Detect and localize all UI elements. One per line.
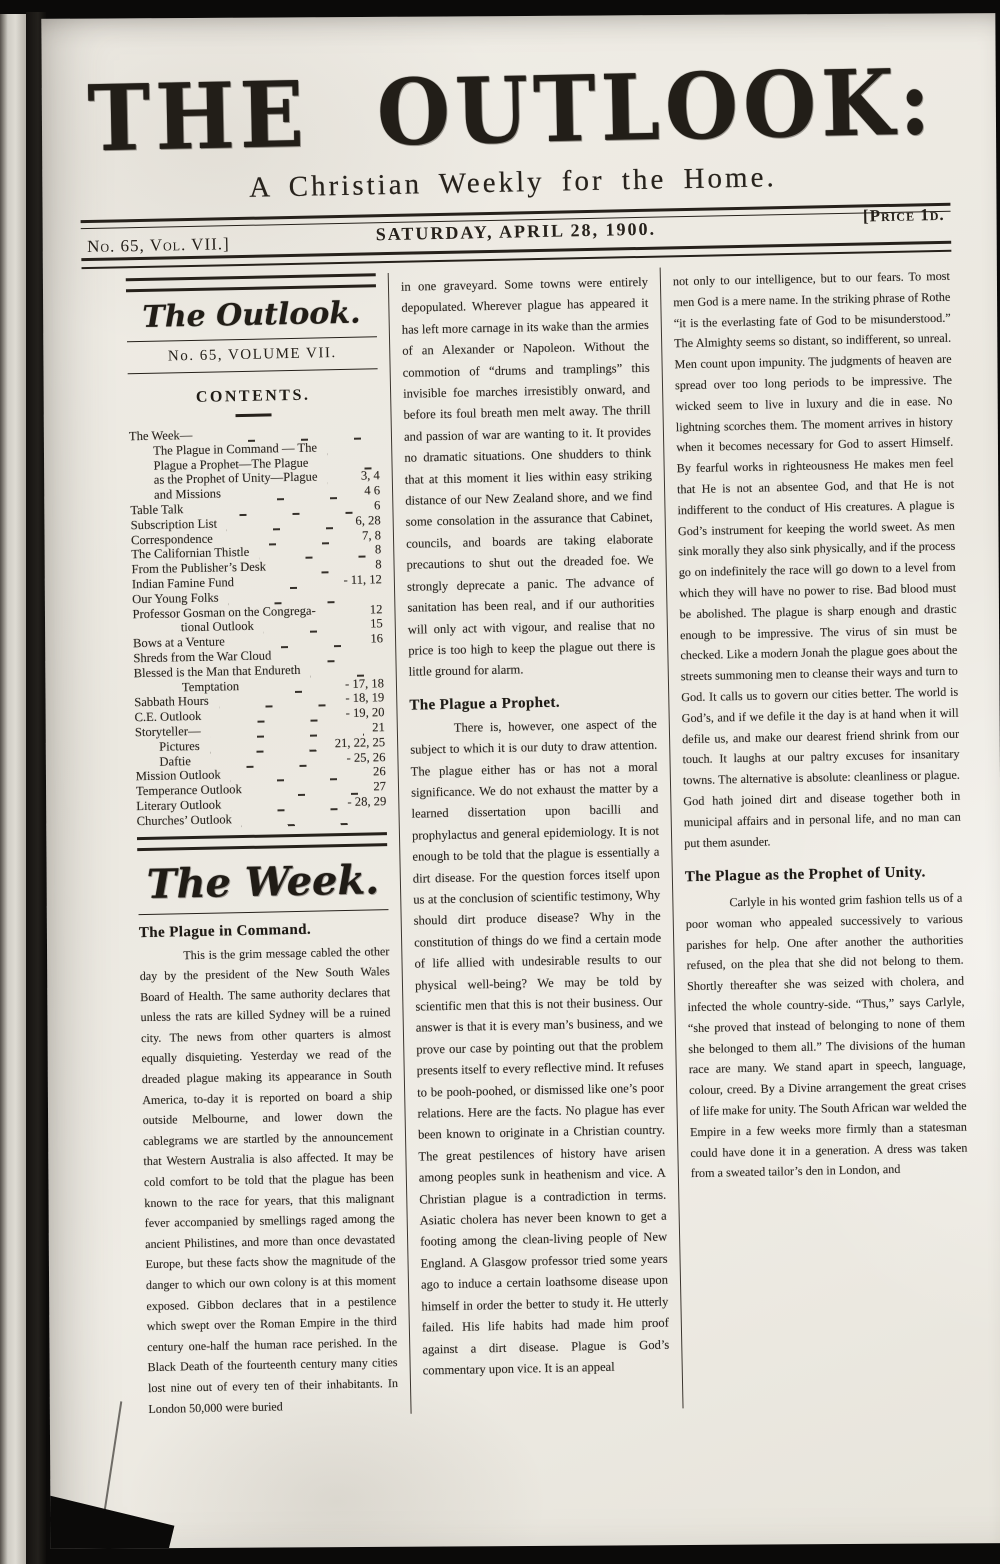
article-heading-plague-prophet-of-unity: The Plague as the Prophet of Unity. xyxy=(684,864,926,886)
toc-entry-pages: 21, 22, 25 xyxy=(334,734,386,750)
toc-entry-label: Subscription List xyxy=(130,516,218,533)
toc-leader xyxy=(266,569,375,571)
contents-box-issue: No. 65, VOLUME VII. xyxy=(167,345,337,365)
toc-leader xyxy=(242,791,374,794)
toc-entry-label: as the Prophet of Unity—Plague xyxy=(153,469,318,488)
toc-leader xyxy=(225,643,371,646)
page-content xyxy=(41,13,1000,1421)
toc-entry-label: Storyteller— xyxy=(134,723,201,740)
toc-entry-label: Plague a Prophet—The Plague xyxy=(153,455,309,473)
toc-entry-label: Correspondence xyxy=(130,531,213,547)
section-heading-the-week: The Week. xyxy=(146,855,380,908)
toc-leader xyxy=(234,584,343,586)
toc-leader xyxy=(192,435,379,439)
toc-entry-pages: 6 xyxy=(373,498,381,513)
column-left xyxy=(126,273,411,1419)
toc-leader xyxy=(209,702,346,705)
heading-dash xyxy=(235,413,271,417)
toc-entry-label: The Plague in Command — The xyxy=(153,440,318,458)
toc-entry-label: Our Young Folks xyxy=(132,590,219,606)
toc-entry-label: and Missions xyxy=(153,486,222,502)
toc-leader xyxy=(239,688,345,690)
toc-entry-pages: 15 xyxy=(369,616,383,631)
toc-entry-label: Mission Outlook xyxy=(135,767,221,784)
toc-entry-label: Indian Famine Fund xyxy=(131,575,235,592)
toc-entry-label: Churches’ Outlook xyxy=(136,811,233,828)
toc-entry-pages: 8 xyxy=(375,557,382,572)
toc-entry-pages: 7, 8 xyxy=(361,527,382,543)
toc-entry-label: Professor Gosman on the Congrega- xyxy=(132,603,316,621)
toc-entry-label: Temptation xyxy=(181,678,240,694)
toc-leader xyxy=(317,450,379,451)
table-of-contents xyxy=(129,424,387,828)
article-heading-plague-a-prophet: The Plague a Prophet. xyxy=(409,694,561,714)
toc-leader xyxy=(201,717,345,720)
toc-leader xyxy=(249,554,375,557)
newspaper-page xyxy=(41,13,1000,1549)
toc-entry-pages: 21 xyxy=(372,720,385,735)
rule xyxy=(139,909,389,915)
article-columns xyxy=(126,262,973,1419)
toc-leader xyxy=(318,480,361,481)
article-text-continuation: not only to our intelligence, but to our fears. To most men God is a mere name. In the striking phrase of Rothe “it is the everlasting fate of God to be misunderstood.” The Almighty seems so distant, so indifferent, so unreal. Men count upon impunity. The judgments of heaven are spread over too long periods to be impressive. The wicked seem to live in luxury and die in ease. No lightning scorches them. The moment arrives in history when it becomes necessary for God to assert Himself. By fearful works in righteousness He makes men feel that He is not an absentee God, and that He is not indifferent to the conduct of His creatures. A plague is God’s instrument for keeping the world sweet. As men sink morally they also sink physically, and if the process go on indefinitely the race will go down to a level from which they will have no power to rise. Bad blood must be abolished. The plague is sharp enough and drastic enough to be impressive. The virus of sin must be checked. Like a modern Jonah the plague goes about the streets summoning men to cleanse their ways and turn to God. It calls us to govern our cities better. The world is God’s, and if we defile it the day is at hand when it will defile us, and make our dearest friend shrink from our touch. It laughs at our paltry excuses for insanitary towns. The alternative is absolute: cleanliness or plague. God hath joined dirt and disease together both in municipal affairs and in personal life, and no man can put them asunder. xyxy=(672,268,961,850)
toc-entry-label: C.E. Outlook xyxy=(134,709,202,725)
rule xyxy=(126,273,376,292)
toc-entry-pages: 3, 4 xyxy=(360,468,380,484)
toc-entry-label: Bows at a Venture xyxy=(132,634,225,651)
toc-leader xyxy=(191,761,347,764)
toc-leader xyxy=(316,613,370,614)
toc-entry-pages: - 19, 20 xyxy=(345,705,385,721)
price-label: [Price 1d. xyxy=(862,204,945,226)
toc-leader xyxy=(221,806,347,809)
rule xyxy=(127,336,377,342)
toc-entry-label: From the Publisher’s Desk xyxy=(131,559,267,577)
toc-entry-pages: 27 xyxy=(373,779,387,794)
article-text-continuation: in one graveyard. Some towns were entirely depopulated. Wherever plague has appeared it has left more carnage in its wake than the armies of an Alexander or Napoleon. Without the commotion of “drums and tramplings” this invisible foe marches irresistibly onward, and before its foul breath men melt away. The thrill and passion of war are wanting to it. It provides no dramatic situations. One shudders to think that at this moment it lies within easy striking distance of our New Zealand shore, and we find some consolation in the assurance that Cabinet, councils, and boards are taking elaborate precautions to shut out the dreaded foe. We strongly deprecate a panic. The advance of sanitation has been real, and if our authorities will only act with vigour, and realise that no price is too high to keep the plague out there is little ground for alarm. xyxy=(400,274,656,680)
toc-entry-pages: - 18, 19 xyxy=(345,690,385,706)
contents-heading: CONTENTS. xyxy=(195,386,311,406)
toc-entry-label: tional Outlook xyxy=(180,619,255,635)
toc-entry-pages: - 28, 29 xyxy=(347,794,387,809)
date-bar xyxy=(81,203,952,269)
masthead xyxy=(41,13,990,209)
rule xyxy=(137,832,387,851)
article-text: This is the grim message cabled the other day by the president of the New South Wales Board of Health. The same authority declares that unless the rats are killed Sydney will be a ruined city. The news from other quarters is almost equally disquieting. Yesterday we read of the dreaded plague making its appearance in South America, to-day it is reported on board a ship outside Melbourne, and lower down the cablegrams we are startled by the announcement that Western Australia is also affected. It may be cold comfort to be told that the plague has been known to the race for years, that this malignant fever accompanied by smellings raged among the ancient Philistines, and more than once devastated Europe, but these facts show the magnitude of the danger to which our own colony is at this moment exposed. Gibbon declares that in a pestilence which swept over the Roman Empire in the third century one-half the human race perished. In the Black Death of the fourteenth century many cities lost nine out of every ten of their inhabitants. In London 50,000 were buried xyxy=(139,943,399,1416)
toc-entry-label: The Week— xyxy=(128,427,193,444)
toc-entry-pages: - 25, 26 xyxy=(346,749,386,765)
toc-leader xyxy=(232,820,387,823)
toc-entry-label: The Californian Thistle xyxy=(131,545,250,562)
toc-entry-label: Temperance Outlook xyxy=(135,782,242,799)
toc-entry-label: Blessed is the Man that Endureth xyxy=(133,662,301,680)
toc-entry-label: Table Talk xyxy=(130,502,184,518)
toc-entry-label: Literary Outlook xyxy=(136,797,222,814)
toc-leader xyxy=(221,495,364,498)
toc-leader xyxy=(219,598,383,601)
toc-entry-label: Shreds from the War Cloud xyxy=(133,648,272,666)
toc-entry-label: Sabbath Hours xyxy=(134,694,209,710)
article-text: There is, however, one aspect of the subject to which it is our duty to draw attention. The plague either has or has not a moral significance. We do not exhaust the matter by a learned dissertation upon bacilli and prophylactus and general epidemiology. It is not enough to be told that the plague is essentially a dirt disease. For the question forces itself upon us at the conclusion of scientific testimony, Why should dirt produce disease? Why in the constitution of things do we find a certain mode of life allied with undesirable results to our physical well-being? We may be told by scientific men that this is not their business. Our answer is that it is every man’s business, and we prove our case by pointing out that the problem presents itself to every reflective mind. It refuses to be pooh-poohed, or dismissed like one’s poor relations. Here are the facts. No plague has ever been known to originate in a Christian country. The great pestilences of history have arisen among peoples sunk in heathenism and vice. A Christian plague is a contradiction in terms. Asiatic cholera has never been known to get a footing among the clean-living people of New England. A Glasgow professor tried some years ago to induce a certain loathsome disease upon himself in order the better to study it. He utterly failed. His life habits had made him proof against a dirt disease. Plague is God’s commentary upon vice. It is an appeal xyxy=(410,716,670,1378)
toc-leader xyxy=(201,731,373,734)
book-page-edge xyxy=(0,14,26,1564)
contents-box-title: The Outlook. xyxy=(142,295,361,335)
toc-leader xyxy=(301,672,384,674)
article-text: Carlyle in his wonted grim fashion tells us of a poor woman who appealed successively to various parishes for help. One after another the authorities refused, on the plea that she did not belong to them. Shortly thereafter she was seized with cholera, and infected the whole country-side. “Thus,” says Carlyle, “she proved that instead of belonging to none of them she belonged to them all.” The divisions of the human race are many. We stand apart in speech, language, colour, creed. By a Divine arrangement the great crises of life make for unity. The South African war welded the Empire in a few weeks more firmly than a statesman could have done it in a generation. A dress was taken from a sweated tailor’s den in London, and xyxy=(685,890,968,1181)
toc-entry-pages: 26 xyxy=(372,764,386,779)
toc-entry-pages: 8 xyxy=(374,542,382,557)
toc-entry-pages: 6, 28 xyxy=(355,513,381,528)
toc-entry-label: Pictures xyxy=(159,738,200,754)
toc-entry-pages: 16 xyxy=(370,631,384,646)
rule xyxy=(128,368,378,374)
toc-leader xyxy=(271,657,383,659)
masthead-subtitle: A Christian Weekly for the Home. xyxy=(248,161,777,204)
issue-number: No. 65, Vol. VII.] xyxy=(86,234,230,257)
toc-entry-pages: 4 6 xyxy=(364,483,381,498)
toc-leader xyxy=(221,776,373,779)
column-middle xyxy=(388,268,683,1414)
toc-leader xyxy=(254,628,370,630)
torn-corner xyxy=(41,1490,174,1549)
toc-leader xyxy=(183,509,374,513)
toc-leader xyxy=(217,525,355,528)
toc-leader xyxy=(213,539,362,542)
toc-entry-pages: - 11, 12 xyxy=(343,572,382,587)
toc-leader xyxy=(309,465,380,466)
toc-entry-pages: - 17, 18 xyxy=(344,675,385,691)
toc-entry-label: Daftie xyxy=(159,753,192,769)
toc-entry-pages: 12 xyxy=(369,601,383,617)
column-right xyxy=(660,262,973,1409)
article-heading-plague-in-command: The Plague in Command. xyxy=(138,921,312,941)
date-line: SATURDAY, APRIL 28, 1900. xyxy=(375,218,657,245)
toc-leader xyxy=(200,747,335,750)
masthead-title: THE OUTLOOK: xyxy=(86,48,937,172)
